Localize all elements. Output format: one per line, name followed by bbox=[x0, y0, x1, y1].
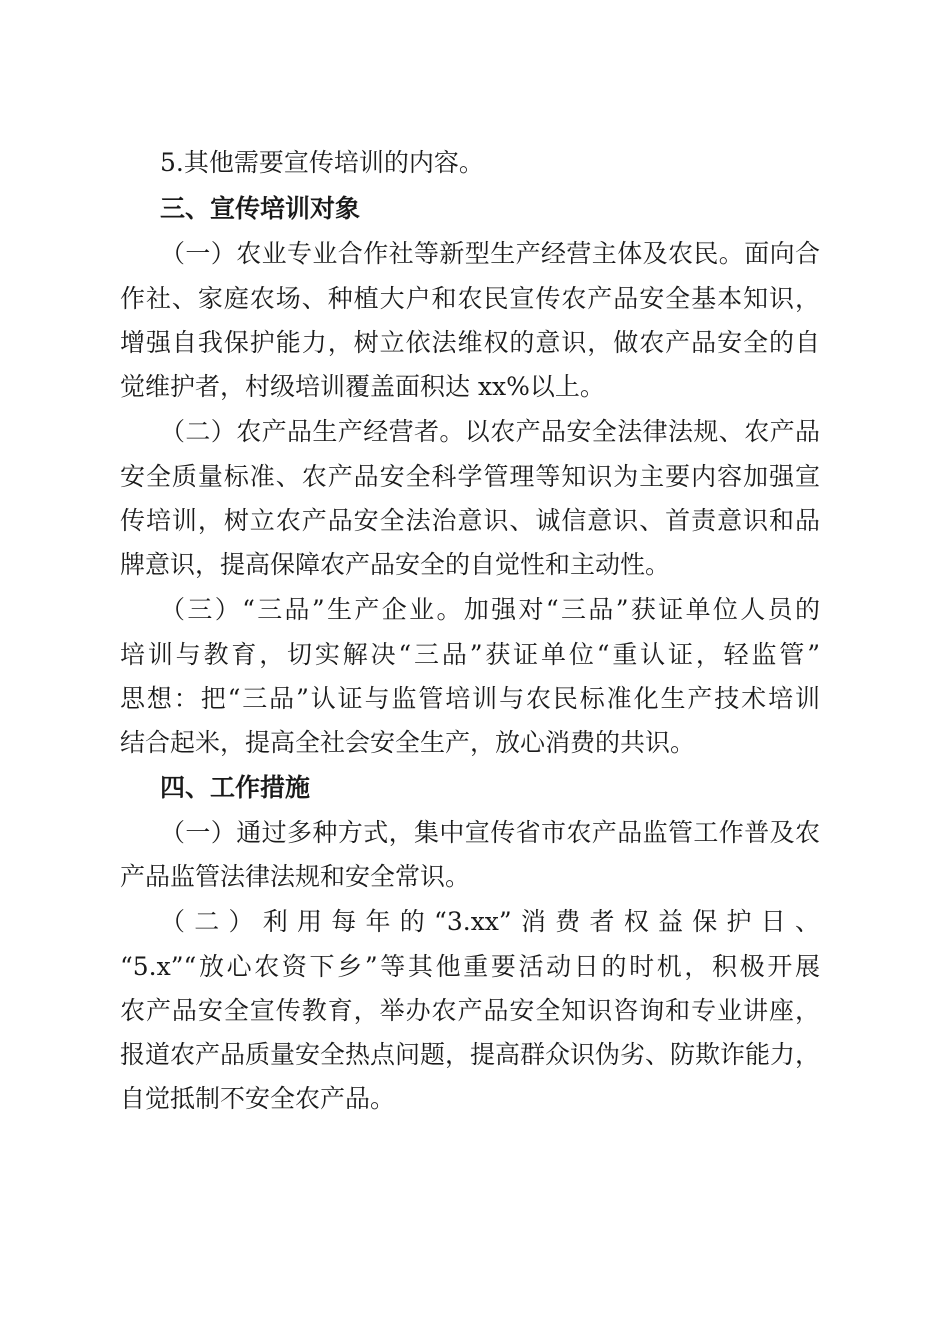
paragraph-2-line-4: 牌意识，提高保障农产品安全的自觉性和主动性。 bbox=[120, 550, 671, 579]
paragraph-2-line-1: （二）农产品生产经营者。以农产品安全法律法规、农产品 bbox=[160, 417, 820, 446]
paragraph-3-line-2: 培训与教育，切实解决“三品”获证单位“重认证，轻监管” bbox=[120, 640, 820, 669]
paragraph-5-line-4: 报道农产品质量安全热点问题，提高群众识伪劣、防欺诈能力， bbox=[120, 1040, 821, 1069]
paragraph-3-line-4: 结合起米，提高全社会安全生产，放心消费的共识。 bbox=[120, 728, 696, 757]
paragraph-1-line-2: 作社、家庭农场、种植大户和农民宣传农产品安全基本知识， bbox=[120, 284, 820, 313]
paragraph-5-line-5: 自觉抵制不安全农产品。 bbox=[120, 1084, 396, 1113]
paragraph-5-line-3: 农产品安全宣传教育，举办农产品安全知识咨询和专业讲座， bbox=[120, 996, 820, 1025]
paragraph-4-line-1: （一）通过多种方式，集中宣传省市农产品监管工作普及农 bbox=[160, 818, 820, 847]
paragraph-1-line-3: 增强自我保护能力，树立依法维权的意识，做农产品安全的自 bbox=[120, 328, 820, 357]
paragraph-5-line-1: （二）利用每年的“3.xx”消费者权益保护日、 bbox=[160, 907, 820, 936]
section-heading-4: 四、工作措施 bbox=[160, 773, 311, 802]
paragraph-2-line-2: 安全质量标准、农产品安全科学管理等知识为主要内容加强宣 bbox=[120, 462, 820, 491]
paragraph-1-line-1: （一）农业专业合作社等新型生产经营主体及农民。面向合 bbox=[160, 239, 820, 268]
paragraph-5-line-2: “5.x”“放心农资下乡”等其他重要活动日的时机，积极开展 bbox=[120, 952, 820, 981]
paragraph-3-line-3: 思想：把“三品”认证与监管培训与农民标准化生产技术培训 bbox=[120, 684, 820, 713]
paragraph-2-line-3: 传培训，树立农产品安全法治意识、诚信意识、首责意识和品 bbox=[120, 506, 820, 535]
paragraph-4-line-2: 产品监管法律法规和安全常识。 bbox=[120, 862, 471, 891]
paragraph-3-line-1: （三）“三品”生产企业。加强对“三品”获证单位人员的 bbox=[160, 595, 820, 624]
list-item-5: 5.其他需要宣传培训的内容。 bbox=[160, 148, 484, 177]
paragraph-1-line-4: 觉维护者，村级培训覆盖面积达 xx%以上。 bbox=[120, 372, 605, 401]
section-heading-3: 三、宣传培训对象 bbox=[160, 194, 361, 223]
